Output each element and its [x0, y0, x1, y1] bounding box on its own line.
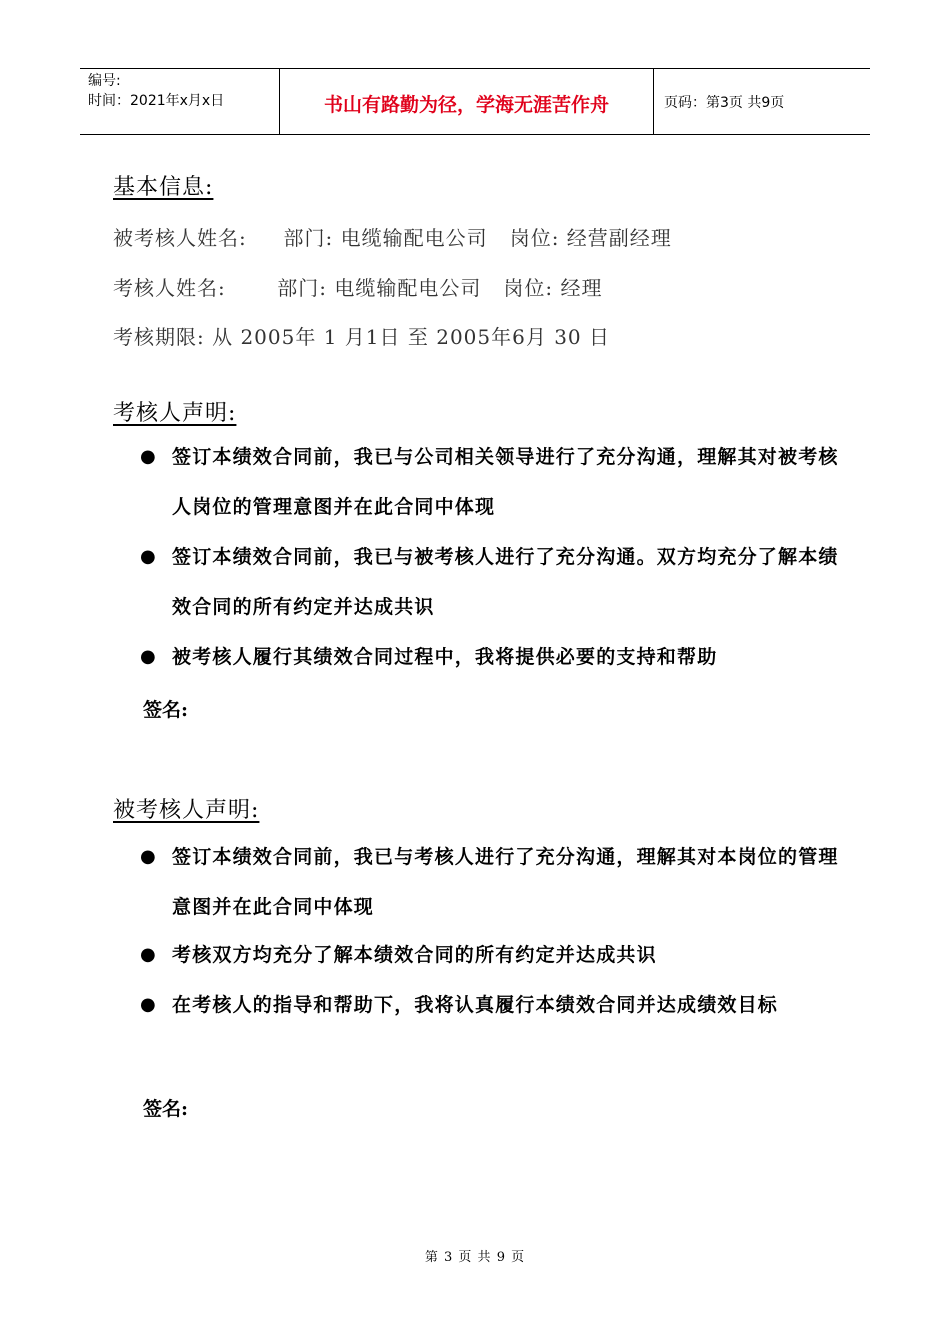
assessor-statement-item: ● 签订本绩效合同前，我已与公司相关领导进行了充分沟通，理解其对被考核人岗位的管理意图并在此合同中体现: [140, 432, 840, 532]
bullet-icon: ●: [140, 646, 156, 667]
assessee-info-line: 被考核人姓名: 部门: 电缆输配电公司 岗位: 经营副经理: [113, 226, 672, 250]
document-time-label: 时间：2021年x月x日: [88, 93, 225, 109]
assessor-statement-item: ● 签订本绩效合同前，我已与被考核人进行了充分沟通。双方均充分了解本绩效合同的所有约定并达成共识: [140, 532, 840, 632]
page-header: [80, 68, 870, 135]
bullet-icon: ●: [140, 846, 156, 867]
header-page-info: 页码：第3页 共9页: [664, 94, 785, 111]
header-meta-cell: [80, 69, 280, 134]
header-motto: 书山有路勤为径，学海无涯苦作舟: [280, 69, 654, 134]
bullet-icon: ●: [140, 446, 156, 467]
assessment-period-line: 考核期限: 从 2005年 1 月1日 至 2005年6月 30 日: [113, 325, 611, 349]
bullet-icon: ●: [140, 546, 156, 567]
assessor-info-line: 考核人姓名: 部门: 电缆输配电公司 岗位: 经理: [113, 276, 603, 300]
bullet-icon: ●: [140, 944, 156, 965]
assessee-statement-item: ● 签订本绩效合同前，我已与考核人进行了充分沟通，理解其对本岗位的管理意图并在此合同中体现: [140, 832, 840, 932]
assessor-signature-label: 签名:: [143, 699, 189, 721]
assessee-statement-item: ● 考核双方均充分了解本绩效合同的所有约定并达成共识: [140, 930, 840, 980]
basic-info-title: 基本信息:: [113, 175, 214, 200]
document-number-label: 编号:: [88, 73, 121, 89]
bullet-icon: ●: [140, 994, 156, 1015]
assessor-statement-item: ● 被考核人履行其绩效合同过程中，我将提供必要的支持和帮助: [140, 632, 840, 682]
assessee-statement-item: ● 在考核人的指导和帮助下，我将认真履行本绩效合同并达成绩效目标: [140, 980, 840, 1030]
assessee-statement-title: 被考核人声明:: [113, 798, 260, 823]
assessee-signature-label: 签名:: [143, 1098, 189, 1120]
page-footer: 第 3 页 共 9 页: [424, 1250, 526, 1265]
assessor-statement-title: 考核人声明:: [113, 401, 237, 426]
